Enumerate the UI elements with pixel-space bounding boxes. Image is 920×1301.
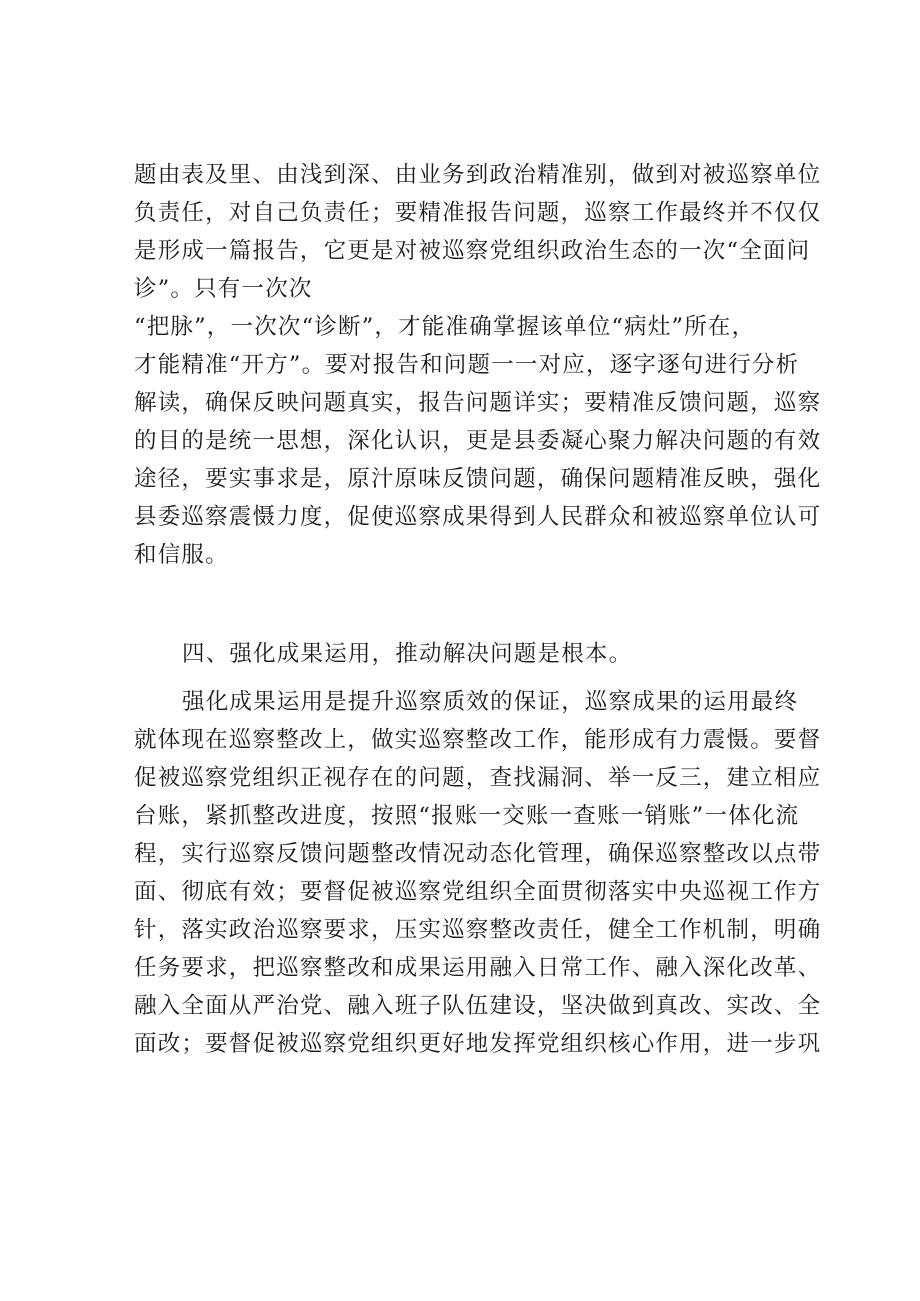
- section-heading: 四、强化成果运用，推动解决问题是根本。: [182, 641, 633, 667]
- text-line: 融入全面从严治党、融入班子队伍建设，坚决做到真改、实改、全: [134, 993, 822, 1019]
- body-paragraph-section4: [134, 683, 822, 1063]
- text-line: 面改；要督促被巡察党组织更好地发挥党组织核心作用，进一步巩: [134, 1031, 822, 1057]
- text-line: “把脉”，一次次“诊断”，才能准确掌握该单位“病灶”所在，: [134, 314, 756, 340]
- text-line: 才能精准“开方”。要对报告和问题一一对应，逐字逐句进行分析: [134, 352, 800, 378]
- text-line: 诊”。只有一次次: [134, 276, 313, 302]
- text-line: 负责任，对自己负责任；要精准报告问题，巡察工作最终并不仅仅: [134, 200, 822, 226]
- text-line: 和信服。: [134, 542, 229, 568]
- text-line: 强化成果运用是提升巡察质效的保证，巡察成果的运用最终: [182, 689, 799, 715]
- text-line: 的目的是统一思想，深化认识，更是县委凝心聚力解决问题的有效: [134, 428, 822, 454]
- text-line: 是形成一篇报告，它更是对被巡察党组织政治生态的一次“全面问: [134, 238, 811, 264]
- text-line: 题由表及里、由浅到深、由业务到政治精准别，做到对被巡察单位: [134, 162, 822, 188]
- text-line: 县委巡察震慑力度，促使巡察成果得到人民群众和被巡察单位认可: [134, 504, 822, 530]
- text-line: 针，落实政治巡察要求，压实巡察整改责任，健全工作机制，明确: [134, 917, 822, 943]
- text-line: 面、彻底有效；要督促被巡察党组织全面贯彻落实中央巡视工作方: [134, 879, 822, 905]
- text-line: 解读，确保反映问题真实，报告问题详实；要精准反馈问题，巡察: [134, 390, 822, 416]
- text-line: 程，实行巡察反馈问题整改情况动态化管理，确保巡察整改以点带: [134, 841, 822, 867]
- text-line: 任务要求，把巡察整改和成果运用融入日常工作、融入深化改革、: [134, 955, 822, 981]
- text-line: 途径，要实事求是，原汁原味反馈问题，确保问题精准反映，强化: [134, 466, 822, 492]
- body-paragraph-continued: [134, 156, 822, 574]
- text-line: 促被巡察党组织正视存在的问题，查找漏洞、举一反三，建立相应: [134, 765, 822, 791]
- text-line: 就体现在巡察整改上，做实巡察整改工作，能形成有力震慑。要督: [134, 727, 822, 753]
- text-line: 台账，紧抓整改进度，按照“报账一交账一查账一销账”一体化流: [134, 803, 800, 829]
